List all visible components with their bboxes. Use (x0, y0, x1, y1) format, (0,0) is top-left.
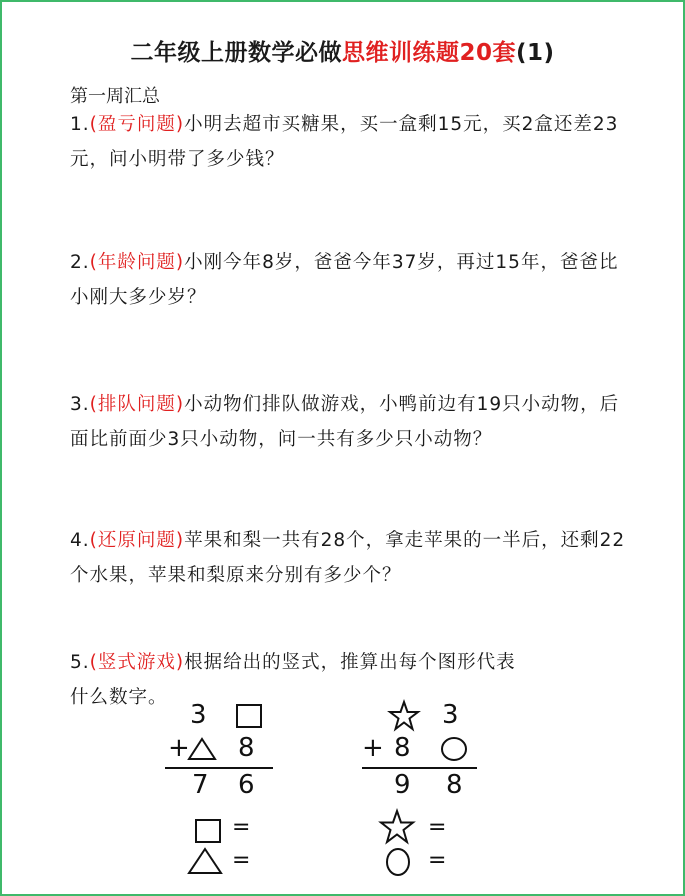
question-text: 苹果和梨一共有28个，拿走苹果的一半后，还剩22个水果，苹果和梨原来分别有多少个？ (70, 530, 626, 586)
digit: 3 (442, 700, 459, 730)
question-tag: (竖式游戏) (89, 652, 185, 673)
digit: 8 (238, 733, 255, 763)
digit: 8 (446, 770, 463, 800)
question-number: 4. (70, 530, 90, 551)
question-4 (70, 523, 630, 593)
digit: 7 (192, 770, 209, 800)
digit: 3 (190, 700, 207, 730)
equals-sign: = (232, 815, 251, 840)
star-icon (380, 810, 414, 844)
equals-sign: = (232, 848, 251, 873)
question-tag: (还原问题) (89, 530, 185, 551)
square-icon (195, 819, 221, 843)
sum-line (362, 767, 477, 769)
circle-icon (440, 736, 468, 762)
question-tag: (盈亏问题) (89, 114, 185, 135)
title-black: 二年级上册数学必做 (130, 40, 342, 66)
digit: 8 (394, 733, 411, 763)
title-suffix: (1) (515, 40, 555, 66)
question-1 (70, 107, 630, 177)
equals-sign: = (428, 848, 447, 873)
title-red: 思维训练题20套 (341, 40, 516, 66)
question-text: 小刚今年8岁，爸爸今年37岁，再过15年，爸爸比小刚大多少岁？ (70, 252, 619, 308)
question-5 (70, 645, 630, 715)
question-2 (70, 245, 630, 315)
question-tag: (年龄问题) (89, 252, 185, 273)
question-text: 小动物们排队做游戏，小鸭前边有19只小动物，后面比前面少3只小动物，问一共有多少只小动物？ (70, 394, 620, 450)
page-title (2, 34, 683, 67)
digit: 9 (394, 770, 411, 800)
question-tag: (排队问题) (89, 394, 185, 415)
sum-line (165, 767, 273, 769)
plus-sign: + (168, 733, 190, 763)
question-3 (70, 387, 630, 457)
star-icon (389, 701, 419, 731)
question-number: 2. (70, 252, 90, 273)
question-number: 3. (70, 394, 90, 415)
triangle-icon (187, 847, 223, 875)
equals-sign: = (428, 815, 447, 840)
question-number: 1. (70, 114, 90, 135)
question-text: 小明去超市买糖果，买一盒剩15元，买2盒还差23元，问小明带了多少钱？ (70, 114, 619, 170)
plus-sign: + (362, 733, 384, 763)
week-label: 第一周汇总 (70, 86, 160, 107)
question-number: 5. (70, 652, 90, 673)
digit: 6 (238, 770, 255, 800)
question-text-2: 什么数字。 (70, 687, 168, 708)
square-icon (236, 704, 262, 728)
circle-icon (385, 847, 411, 877)
triangle-icon (188, 737, 216, 761)
question-text: 根据给出的竖式，推算出每个图形代表 (184, 652, 516, 673)
